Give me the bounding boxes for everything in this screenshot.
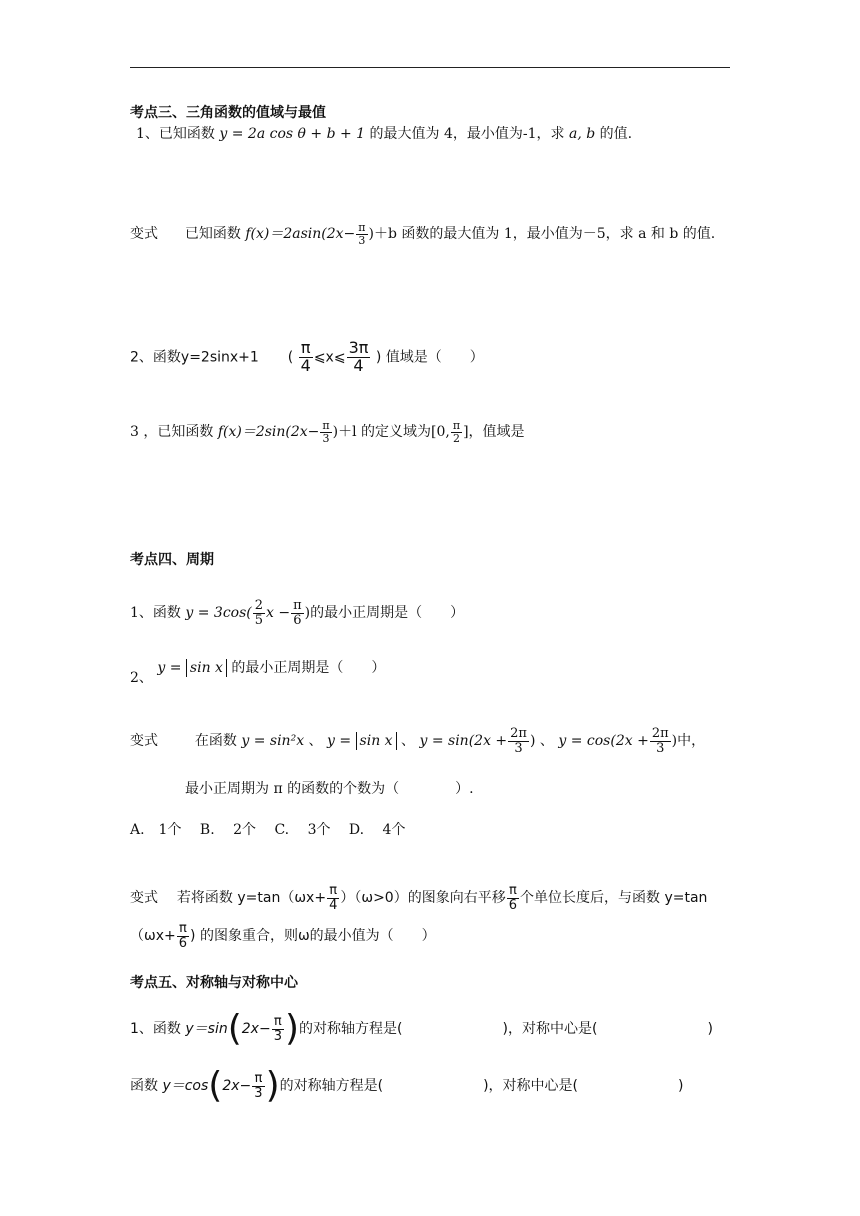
p1-f: y = 3cos( [185,605,252,622]
question-5-1 [130,1008,713,1049]
q1-end: 的值. [599,126,633,142]
s2-f: y＝cos [162,1078,209,1094]
v1-mid: )＋b 函数的最大值为 1，最小值为－5，求 a 和 b 的值. [368,226,716,243]
pv-f4: y = cos(2x + [558,733,649,750]
tv2-frac-den: 6 [178,935,188,951]
p1-frac1 [253,599,265,627]
tv2-frac [177,922,189,950]
p1-frac2-den: 6 [293,612,302,628]
s1-b: )，对称中心是( [502,1021,598,1037]
pv-frac4 [650,727,671,755]
p1-frac1-num: 2 [254,598,264,613]
pv-pre: 在函数 [194,733,237,750]
pv-sep-3: 、 [539,733,554,750]
pv-abs: sin x [356,732,397,750]
q3-pre: 3 ，已知函数 [130,424,214,441]
section-5-title: 考点五、对称轴与对称中心 [130,975,298,991]
s1-frac-den: 3 [273,1028,282,1044]
q2-rp: ) [375,349,382,366]
q3-fx: f(x)＝2sin(2x− [217,424,320,441]
s2-frac-den: 3 [254,1085,263,1101]
s2-a: 的对称轴方程是( [279,1078,384,1094]
s1-lparen: ( [227,1008,242,1049]
section-3-title: 考点三、三角函数的值域与最值 [130,105,326,121]
tv-frac2 [507,884,519,912]
tv-post: 个单位长度后，与函数 y=tan [520,890,708,907]
variant-4-1 [130,727,705,755]
pv-frac3-num: 2π [510,726,527,741]
s1-c: ) [707,1021,713,1037]
p2-post: 的最小正周期是（ ） [231,660,386,676]
v1-frac [356,222,367,246]
pv-f3: y = sin(2x + [419,733,508,750]
q2-frac1-num: π [299,340,313,358]
q1-vars: a, b [569,126,596,142]
s1-a: 的对称轴方程是( [299,1021,403,1037]
s2-b: )，对称中心是( [483,1078,579,1094]
v1-frac-num: π [358,221,366,234]
s1-arg: 2x− [241,1021,271,1037]
pv-post: 中， [677,733,706,750]
p1-frac1-den: 5 [254,612,264,628]
q3-mid: )＋l 的定义域为[0, [332,424,450,441]
p1-close: ) [304,605,311,622]
s1-rparen: ) [284,1008,300,1049]
tv-mid: ）（ω>0）的图象向右平移 [340,890,506,907]
header-rule [130,67,730,68]
tv-frac1-den: 4 [329,897,338,913]
question-3-1 [136,124,632,144]
q2-frac1-den: 4 [300,355,311,375]
p2-abs: sin x [186,659,227,677]
question-4-2 [130,658,386,686]
v1-fx: f(x)＝2asin(2x− [245,226,356,243]
pv-frac3-den: 3 [514,740,523,756]
pv-c4: ) [671,733,678,750]
q3-frac2-den: 2 [452,431,460,445]
s1-pre: 1、函数 [130,1021,181,1037]
q1-formula: y = 2a cos θ + b + 1 [219,126,366,142]
section-4-title: 考点四、周期 [130,552,214,568]
s2-c: ) [678,1078,684,1094]
q3-frac-den: 3 [322,431,330,445]
s2-pre: 函数 [130,1078,158,1094]
s2-frac-num: π [252,1072,264,1087]
p2-num: 2、 [130,670,153,686]
p1-pre: 1、函数 [130,605,181,622]
pv-tag: 变式 [130,733,158,750]
q3-frac [320,420,331,444]
pv-c3: ) [529,733,536,750]
q2-frac2 [347,340,371,375]
pv-f1: y = sin²x [241,733,305,750]
tv2-pre: （ωx+ [130,928,176,945]
s1-frac [272,1015,284,1043]
q2-post: 值域是（ ） [385,349,484,366]
v1-frac-den: 3 [358,233,366,247]
p1-frac2-num: π [293,598,302,613]
q2-frac1 [299,340,313,375]
v1-pre: 已知函数 [184,226,241,243]
p1-frac2 [291,599,304,627]
s2-frac [252,1072,264,1100]
options: A. 1个 B. 2个 C. 3个 D. 4个 [130,822,406,838]
q1-pre: 1、已知函数 [136,126,215,142]
variant-4-2 [130,884,707,912]
s2-arg: 2x− [222,1078,252,1094]
tv-frac1 [327,884,339,912]
tv-frac2-den: 6 [508,897,517,913]
variant-4-1-line2: 最小正周期为 π 的函数的个数为（ ）. [185,781,474,797]
s1-f: y＝sin [185,1021,228,1037]
tv-frac1-num: π [327,884,339,899]
s1-frac-num: π [272,1015,284,1030]
q3-frac2-num: π [452,419,461,432]
q2-frac2-num: 3π [348,338,369,357]
pv-f2: y = [327,733,352,750]
q3-post: ]，值域是 [463,424,525,441]
q2-frac2-den: 4 [353,355,364,375]
pv-frac4-den: 3 [656,740,665,756]
tv-frac2-num: π [507,884,519,899]
question-3-2 [130,340,484,375]
pv-sep-2: 、 [401,733,416,750]
q2-pre: 2、函数y=2sinx+1 [130,349,259,366]
p1-x: x − [266,605,291,622]
question-3-3 [130,420,525,444]
tv-tag: 变式 [130,890,158,907]
v1-tag: 变式 [130,226,158,243]
s2-lparen: ( [208,1065,223,1106]
q2-lp: ( [287,349,294,366]
s2-rparen: ) [265,1065,280,1106]
question-5-2 [130,1065,684,1106]
variant-4-2-line2 [130,922,436,950]
tv2-frac-num: π [177,922,189,937]
pv-frac3 [508,727,529,755]
tv-pre: 若将函数 y=tan（ωx+ [176,890,327,907]
pv-sep-1: 、 [308,733,323,750]
q1-post: 的最大值为 4，最小值为-1，求 [369,126,565,142]
p1-post: 的最小正周期是（ ） [310,605,465,622]
q3-frac-num: π [322,419,330,432]
p2-f: y = [157,660,182,676]
q2-ineq: ⩽x⩽ [313,349,346,366]
question-4-1 [130,599,464,627]
q3-frac2 [451,420,462,444]
pv-frac4-num: 2π [651,726,669,741]
variant-3-1 [130,222,715,246]
tv2-post: ) 的图象重合，则ω的最小值为（ ） [190,928,436,945]
